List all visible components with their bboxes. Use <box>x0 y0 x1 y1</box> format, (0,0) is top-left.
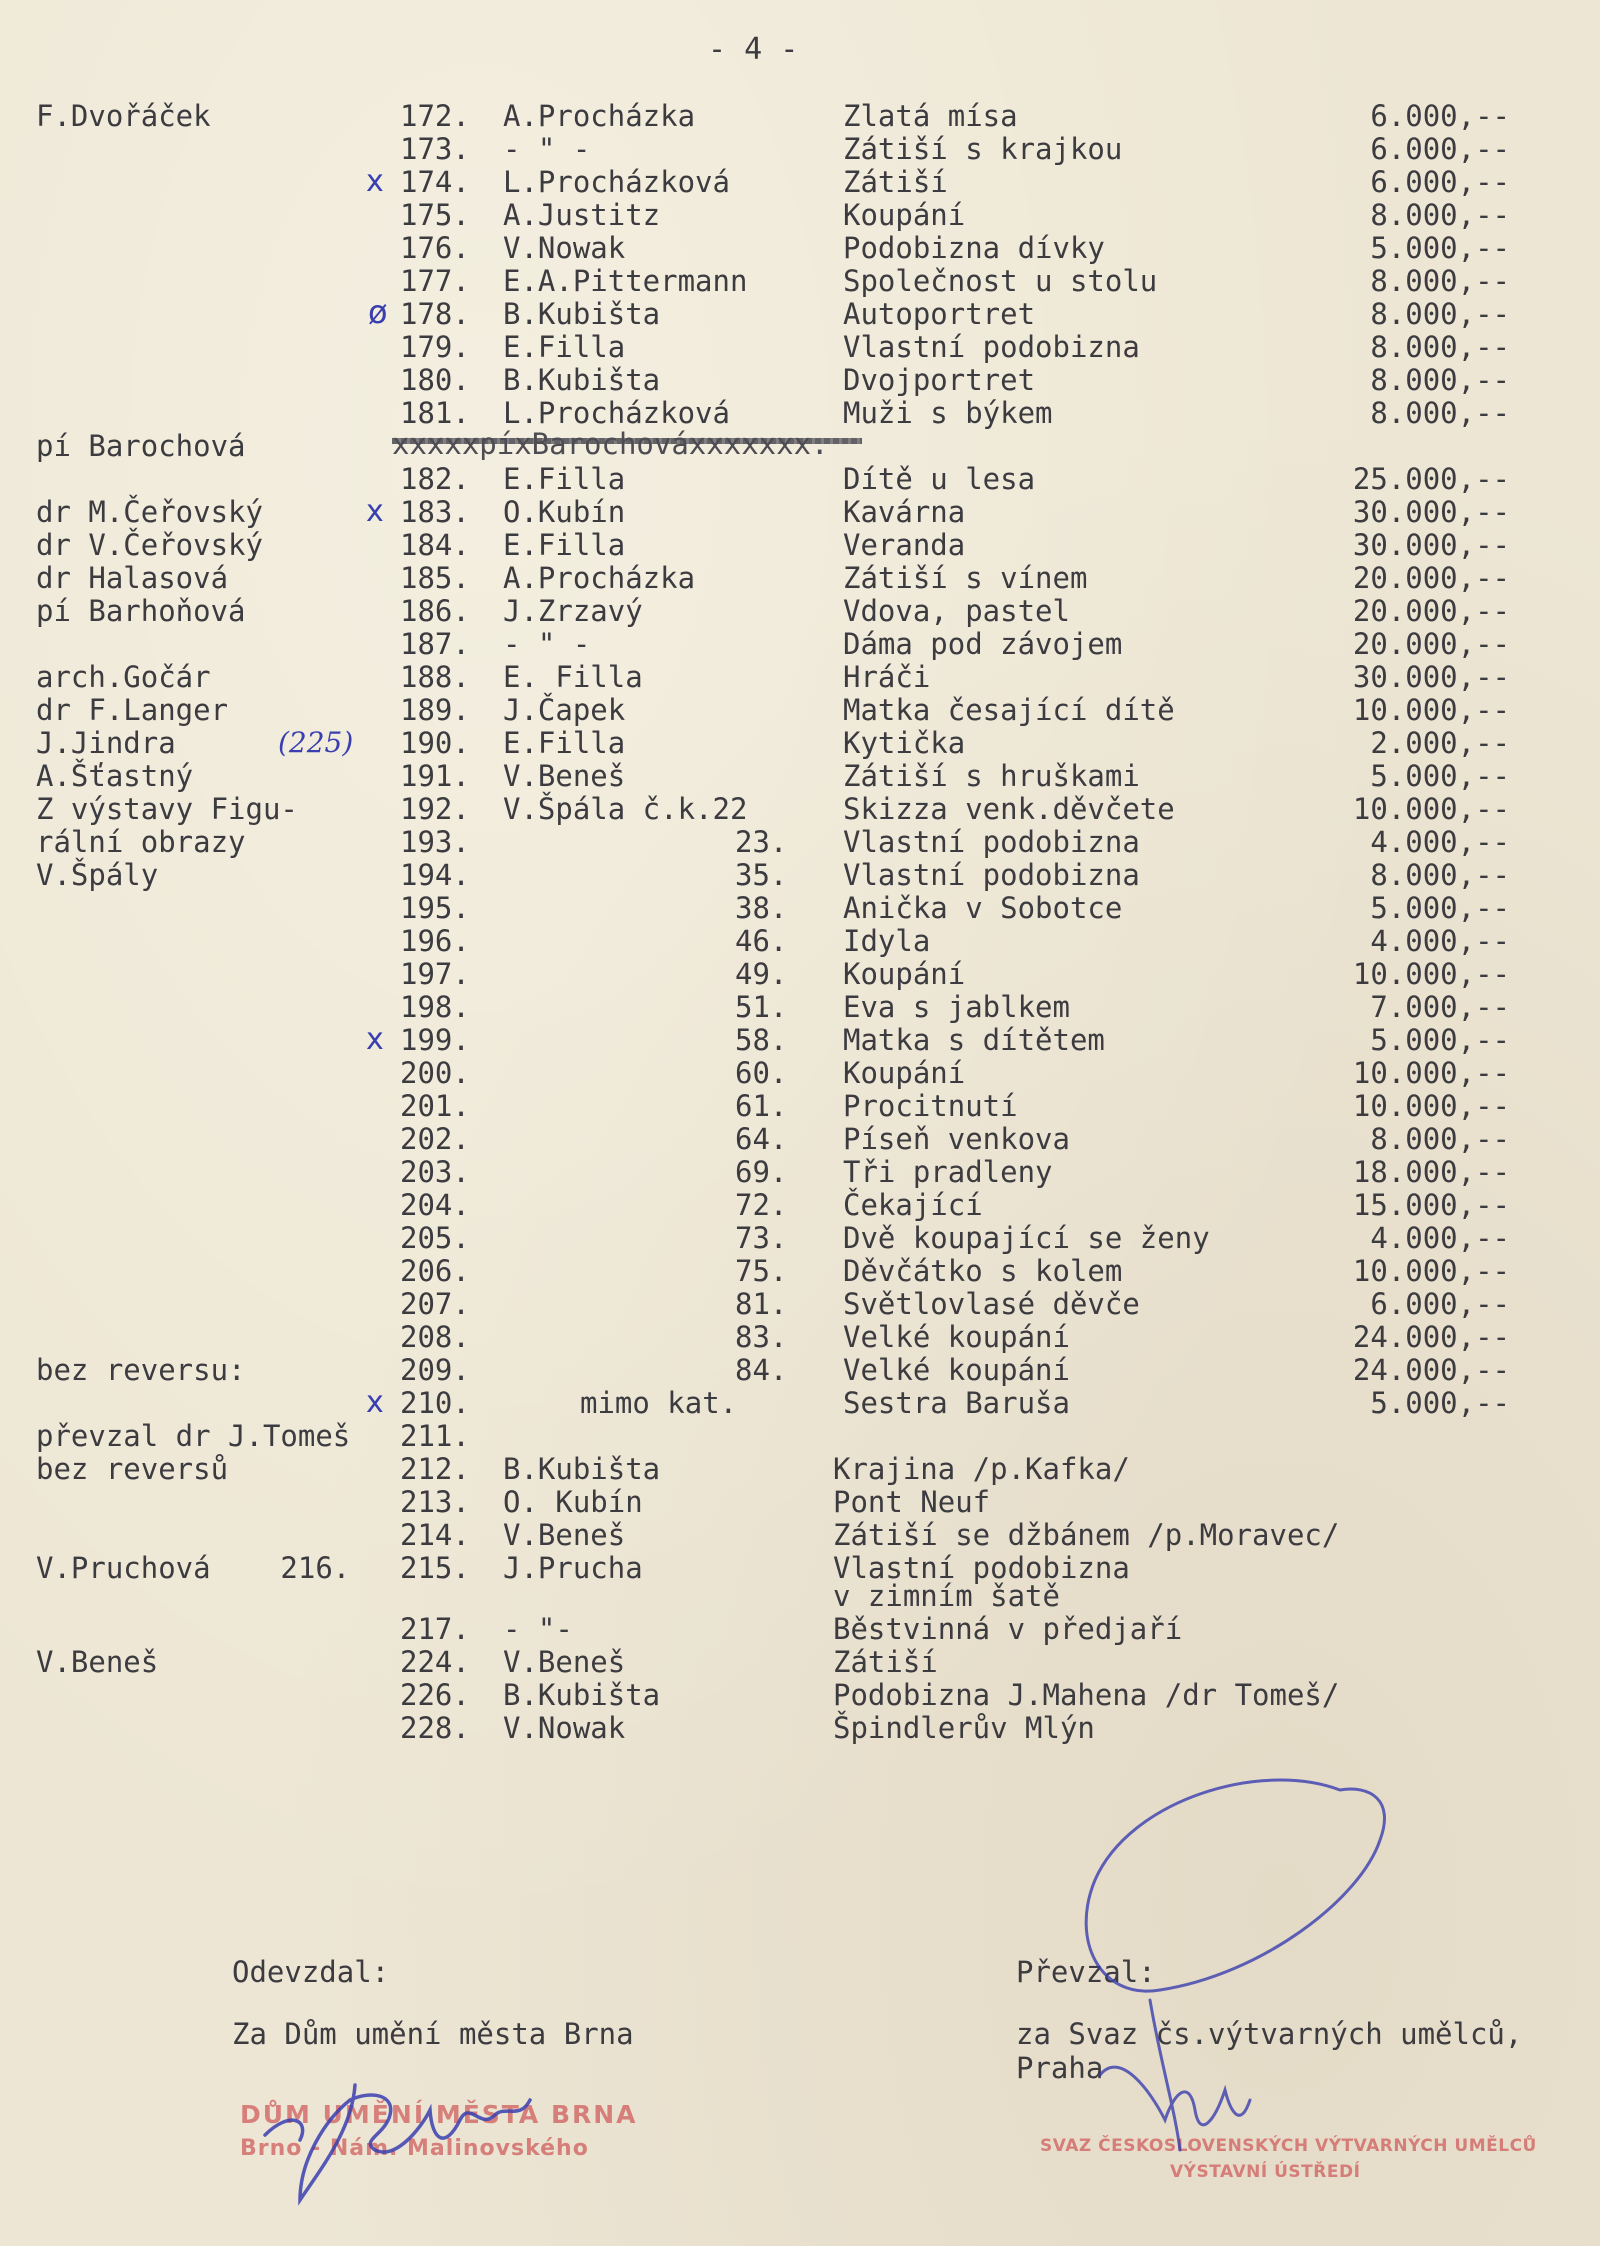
row-title: Píseň venkova <box>843 1122 1070 1156</box>
row-price: 8.000,-- <box>1370 396 1510 430</box>
row-number: 184. <box>400 528 470 562</box>
row-left-note: pí Barhoňová <box>36 594 246 628</box>
row-number: 177. <box>400 264 470 298</box>
row-title: Idyla <box>843 924 931 958</box>
row-number: 190. <box>400 726 470 760</box>
row-number: 193. <box>400 825 470 859</box>
row-artist: V.Špála č.k.22 <box>503 792 748 826</box>
row-catalog-number: 75. <box>735 1254 788 1288</box>
row-price: 6.000,-- <box>1370 165 1510 199</box>
row-title: Vdova, pastel <box>843 594 1070 628</box>
x-mark-icon: x <box>366 494 384 529</box>
row-title: Děvčátko s kolem <box>843 1254 1123 1288</box>
row-number: 197. <box>400 957 470 991</box>
page-number: - 4 - <box>708 32 799 67</box>
row-price: 8.000,-- <box>1370 330 1510 364</box>
row-left-note: pí Barochová <box>36 429 246 463</box>
row-left-note: A.Šťastný <box>36 759 194 793</box>
stamp-svaz-dept: VÝSTAVNÍ ÚSTŘEDÍ <box>1170 2162 1361 2182</box>
received-org-line1: za Svaz čs.výtvarných umělců, <box>1016 2017 1523 2051</box>
row-left-note: dr V.Čeřovský <box>36 528 263 562</box>
row-left-note: bez reversů <box>36 1452 229 1486</box>
row-title: Velké koupání <box>843 1320 1070 1354</box>
row-left-note: Z výstavy Figu- <box>36 792 298 826</box>
row-left-note: dr Halasová <box>36 561 229 595</box>
row-price: 20.000,-- <box>1352 561 1510 595</box>
row-title: Anička v Sobotce <box>843 891 1123 925</box>
row-price: 10.000,-- <box>1352 1254 1510 1288</box>
row-catalog-number: 72. <box>735 1188 788 1222</box>
row-catalog-number: 73. <box>735 1221 788 1255</box>
row-title: Světlovlasé děvče <box>843 1287 1140 1321</box>
row-price: 8.000,-- <box>1370 297 1510 331</box>
row-artist: E.Filla <box>503 462 626 496</box>
row-price: 30.000,-- <box>1352 495 1510 529</box>
row-number: 183. <box>400 495 470 529</box>
row-price: 5.000,-- <box>1370 1386 1510 1420</box>
row-price: 24.000,-- <box>1352 1320 1510 1354</box>
row-number: 194. <box>400 858 470 892</box>
row-left-note: převzal dr J.Tomeš <box>36 1419 351 1453</box>
row-number: 195. <box>400 891 470 925</box>
row-catalog-number: 23. <box>735 825 788 859</box>
row-left-note: bez reversu: <box>36 1353 246 1387</box>
row-number: 199. <box>400 1023 470 1057</box>
handed-over-org: Za Dům umění města Brna <box>232 2017 634 2051</box>
row-title: Autoportret <box>843 297 1036 331</box>
row-catalog-number: 83. <box>735 1320 788 1354</box>
row-number: 185. <box>400 561 470 595</box>
row-title: Muži s býkem <box>843 396 1053 430</box>
row-title: Matka s dítětem <box>843 1023 1105 1057</box>
row-artist: L.Procházková <box>503 396 730 430</box>
row-number: 181. <box>400 396 470 430</box>
received-org-line2: Praha <box>1016 2051 1104 2085</box>
row-number: 180. <box>400 363 470 397</box>
x-mark-icon: x <box>366 1022 384 1057</box>
row-number: 182. <box>400 462 470 496</box>
row-price: 7.000,-- <box>1370 990 1510 1024</box>
row-title: Vlastní podobizna <box>843 330 1140 364</box>
row-number: 210. <box>400 1386 470 1420</box>
row-price: 4.000,-- <box>1370 1221 1510 1255</box>
row-title: Podobizna J.Mahena /dr Tomeš/ <box>833 1678 1340 1712</box>
row-price: 15.000,-- <box>1352 1188 1510 1222</box>
row-number: 207. <box>400 1287 470 1321</box>
circle-slash-mark-icon: ø <box>368 293 388 331</box>
row-artist: L.Procházková <box>503 165 730 199</box>
row-artist: B.Kubišta <box>503 1452 661 1486</box>
row-title: Dvě koupající se ženy <box>843 1221 1210 1255</box>
row-artist: V.Nowak <box>503 1711 626 1745</box>
row-left-note: V.Pruchová 216. <box>36 1551 351 1585</box>
row-title: Zátiší <box>833 1645 938 1679</box>
row-number: 228. <box>400 1711 470 1745</box>
row-price: 25.000,-- <box>1352 462 1510 496</box>
row-catalog-number: 64. <box>735 1122 788 1156</box>
row-left-note: V.Špály <box>36 858 159 892</box>
row-title: v zimním šatě <box>833 1579 1060 1613</box>
row-title: Vlastní podobizna <box>843 858 1140 892</box>
row-number: 217. <box>400 1612 470 1646</box>
row-number: 175. <box>400 198 470 232</box>
row-title: Vlastní podobizna <box>833 1551 1130 1585</box>
row-title: Zátiší se džbánem /p.Moravec/ <box>833 1518 1340 1552</box>
row-price: 8.000,-- <box>1370 363 1510 397</box>
row-price: 30.000,-- <box>1352 660 1510 694</box>
row-number: 208. <box>400 1320 470 1354</box>
row-title: Koupání <box>843 957 966 991</box>
struck-text: xxxxxpíxBarochováxxxxxxx. <box>392 427 829 461</box>
right-signature <box>1086 1780 1384 2150</box>
row-artist: - " - <box>503 627 591 661</box>
row-price: 8.000,-- <box>1370 264 1510 298</box>
handwritten-note: (225) <box>278 726 354 759</box>
row-price: 5.000,-- <box>1370 231 1510 265</box>
row-catalog-number: 60. <box>735 1056 788 1090</box>
row-artist: B.Kubišta <box>503 363 661 397</box>
row-artist: J.Prucha <box>503 1551 643 1585</box>
row-catalog-number: 46. <box>735 924 788 958</box>
row-catalog-number: 38. <box>735 891 788 925</box>
row-artist: B.Kubišta <box>503 297 661 331</box>
row-title: Eva s jablkem <box>843 990 1070 1024</box>
stamp-svaz: SVAZ ČESKOSLOVENSKÝCH VÝTVARNÝCH UMĚLCŮ <box>1040 2136 1537 2156</box>
stamp-dum-umeni: DŮM UMĚNÍ MĚSTA BRNA <box>240 2100 638 2129</box>
row-artist: E.Filla <box>503 330 626 364</box>
row-title: Zátiší s krajkou <box>843 132 1123 166</box>
row-left-note: V.Beneš <box>36 1645 159 1679</box>
row-number: 186. <box>400 594 470 628</box>
row-artist: - "- <box>503 1612 573 1646</box>
row-number: 198. <box>400 990 470 1024</box>
left-signature <box>265 2085 530 2200</box>
row-number: 202. <box>400 1122 470 1156</box>
row-title: Dáma pod závojem <box>843 627 1123 661</box>
row-catalog-number: 69. <box>735 1155 788 1189</box>
row-price: 10.000,-- <box>1352 1056 1510 1090</box>
row-catalog-number: 35. <box>735 858 788 892</box>
row-number: 174. <box>400 165 470 199</box>
row-artist: V.Beneš <box>503 759 626 793</box>
row-title: Zátiší <box>843 165 948 199</box>
row-title: Hráči <box>843 660 931 694</box>
row-artist: E.A.Pittermann <box>503 264 748 298</box>
row-title: Zátiší s vínem <box>843 561 1088 595</box>
row-title: Veranda <box>843 528 966 562</box>
row-price: 10.000,-- <box>1352 1089 1510 1123</box>
row-price: 8.000,-- <box>1370 858 1510 892</box>
row-number: 215. <box>400 1551 470 1585</box>
stamp-dum-umeni-address: Brno - Nám. Malinovského <box>240 2136 589 2161</box>
row-price: 8.000,-- <box>1370 198 1510 232</box>
row-left-note: dr M.Čeřovský <box>36 495 263 529</box>
row-price: 4.000,-- <box>1370 825 1510 859</box>
row-number: 204. <box>400 1188 470 1222</box>
row-title: Čekající <box>843 1188 983 1222</box>
row-left-note: F.Dvořáček <box>36 99 211 133</box>
row-number: 203. <box>400 1155 470 1189</box>
row-title: Koupání <box>843 198 966 232</box>
row-number: 224. <box>400 1645 470 1679</box>
row-left-note: dr F.Langer <box>36 693 229 727</box>
row-catalog-number: 49. <box>735 957 788 991</box>
row-catalog-number: 61. <box>735 1089 788 1123</box>
row-title: Matka česající dítě <box>843 693 1175 727</box>
row-price: 2.000,-- <box>1370 726 1510 760</box>
row-price: 20.000,-- <box>1352 594 1510 628</box>
row-title: Vlastní podobizna <box>843 825 1140 859</box>
row-title: Procitnutí <box>843 1089 1018 1123</box>
row-price: 5.000,-- <box>1370 759 1510 793</box>
row-title: Kytička <box>843 726 966 760</box>
row-artist: - " - <box>503 132 591 166</box>
received-label: Převzal: <box>1016 1955 1156 1989</box>
row-title: Zátiší s hruškami <box>843 759 1140 793</box>
row-title: Kavárna <box>843 495 966 529</box>
row-number: 209. <box>400 1353 470 1387</box>
row-price: 10.000,-- <box>1352 693 1510 727</box>
row-artist: V.Beneš <box>503 1518 626 1552</box>
row-catalog-number: 58. <box>735 1023 788 1057</box>
row-number: 201. <box>400 1089 470 1123</box>
row-artist: A.Justitz <box>503 198 661 232</box>
row-price: 6.000,-- <box>1370 132 1510 166</box>
row-catalog-number: 84. <box>735 1353 788 1387</box>
row-title: Podobizna dívky <box>843 231 1105 265</box>
row-number: 187. <box>400 627 470 661</box>
row-number: 172. <box>400 99 470 133</box>
row-title: Pont Neuf <box>833 1485 991 1519</box>
row-title: Špindlerův Mlýn <box>833 1711 1095 1745</box>
row-price: 4.000,-- <box>1370 924 1510 958</box>
row-title: Dítě u lesa <box>843 462 1036 496</box>
row-number: 205. <box>400 1221 470 1255</box>
row-number: 196. <box>400 924 470 958</box>
handed-over-label: Odevzdal: <box>232 1955 390 1989</box>
row-artist: J.Zrzavý <box>503 594 643 628</box>
row-price: 6.000,-- <box>1370 99 1510 133</box>
row-title: Sestra Baruša <box>843 1386 1070 1420</box>
row-left-note: J.Jindra <box>36 726 176 760</box>
row-number: 211. <box>400 1419 470 1453</box>
row-number: 226. <box>400 1678 470 1712</box>
row-number: 179. <box>400 330 470 364</box>
row-title: Koupání <box>843 1056 966 1090</box>
row-number: 178. <box>400 297 470 331</box>
row-price: 5.000,-- <box>1370 1023 1510 1057</box>
row-title: Skizza venk.děvčete <box>843 792 1175 826</box>
row-price: 10.000,-- <box>1352 957 1510 991</box>
row-artist: E. Filla <box>503 660 643 694</box>
row-number: 191. <box>400 759 470 793</box>
x-mark-icon: x <box>366 1385 384 1420</box>
row-artist: V.Beneš <box>503 1645 626 1679</box>
row-title: Velké koupání <box>843 1353 1070 1387</box>
row-number: 213. <box>400 1485 470 1519</box>
row-catalog-number: 81. <box>735 1287 788 1321</box>
row-price: 24.000,-- <box>1352 1353 1510 1387</box>
row-price: 8.000,-- <box>1370 1122 1510 1156</box>
row-number: 173. <box>400 132 470 166</box>
row-title: Krajina /p.Kafka/ <box>833 1452 1130 1486</box>
row-number: 212. <box>400 1452 470 1486</box>
row-left-note: rální obrazy <box>36 825 246 859</box>
row-number: 176. <box>400 231 470 265</box>
row-number: 188. <box>400 660 470 694</box>
row-title: Běstvinná v předjaří <box>833 1612 1183 1646</box>
row-artist: A.Procházka <box>503 99 696 133</box>
row-number: 200. <box>400 1056 470 1090</box>
row-artist: V.Nowak <box>503 231 626 265</box>
row-artist: O. Kubín <box>503 1485 643 1519</box>
row-price: 10.000,-- <box>1352 792 1510 826</box>
row-price: 6.000,-- <box>1370 1287 1510 1321</box>
row-artist: E.Filla <box>503 528 626 562</box>
row-artist: B.Kubišta <box>503 1678 661 1712</box>
row-price: 18.000,-- <box>1352 1155 1510 1189</box>
row-artist: O.Kubín <box>503 495 626 529</box>
row-artist: E.Filla <box>503 726 626 760</box>
row-price: 30.000,-- <box>1352 528 1510 562</box>
row-number: 192. <box>400 792 470 826</box>
row-artist: J.Čapek <box>503 693 626 727</box>
row-price: 5.000,-- <box>1370 891 1510 925</box>
x-mark-icon: x <box>366 164 384 199</box>
row-left-note: arch.Gočár <box>36 660 211 694</box>
row-catalog-number: 51. <box>735 990 788 1024</box>
row-catalog-number: mimo kat. <box>580 1386 738 1420</box>
row-number: 206. <box>400 1254 470 1288</box>
row-title: Dvojportret <box>843 363 1036 397</box>
row-title: Tři pradleny <box>843 1155 1053 1189</box>
row-price: 20.000,-- <box>1352 627 1510 661</box>
row-title: Zlatá mísa <box>843 99 1018 133</box>
row-number: 189. <box>400 693 470 727</box>
row-number: 214. <box>400 1518 470 1552</box>
row-artist: A.Procházka <box>503 561 696 595</box>
row-title: Společnost u stolu <box>843 264 1158 298</box>
